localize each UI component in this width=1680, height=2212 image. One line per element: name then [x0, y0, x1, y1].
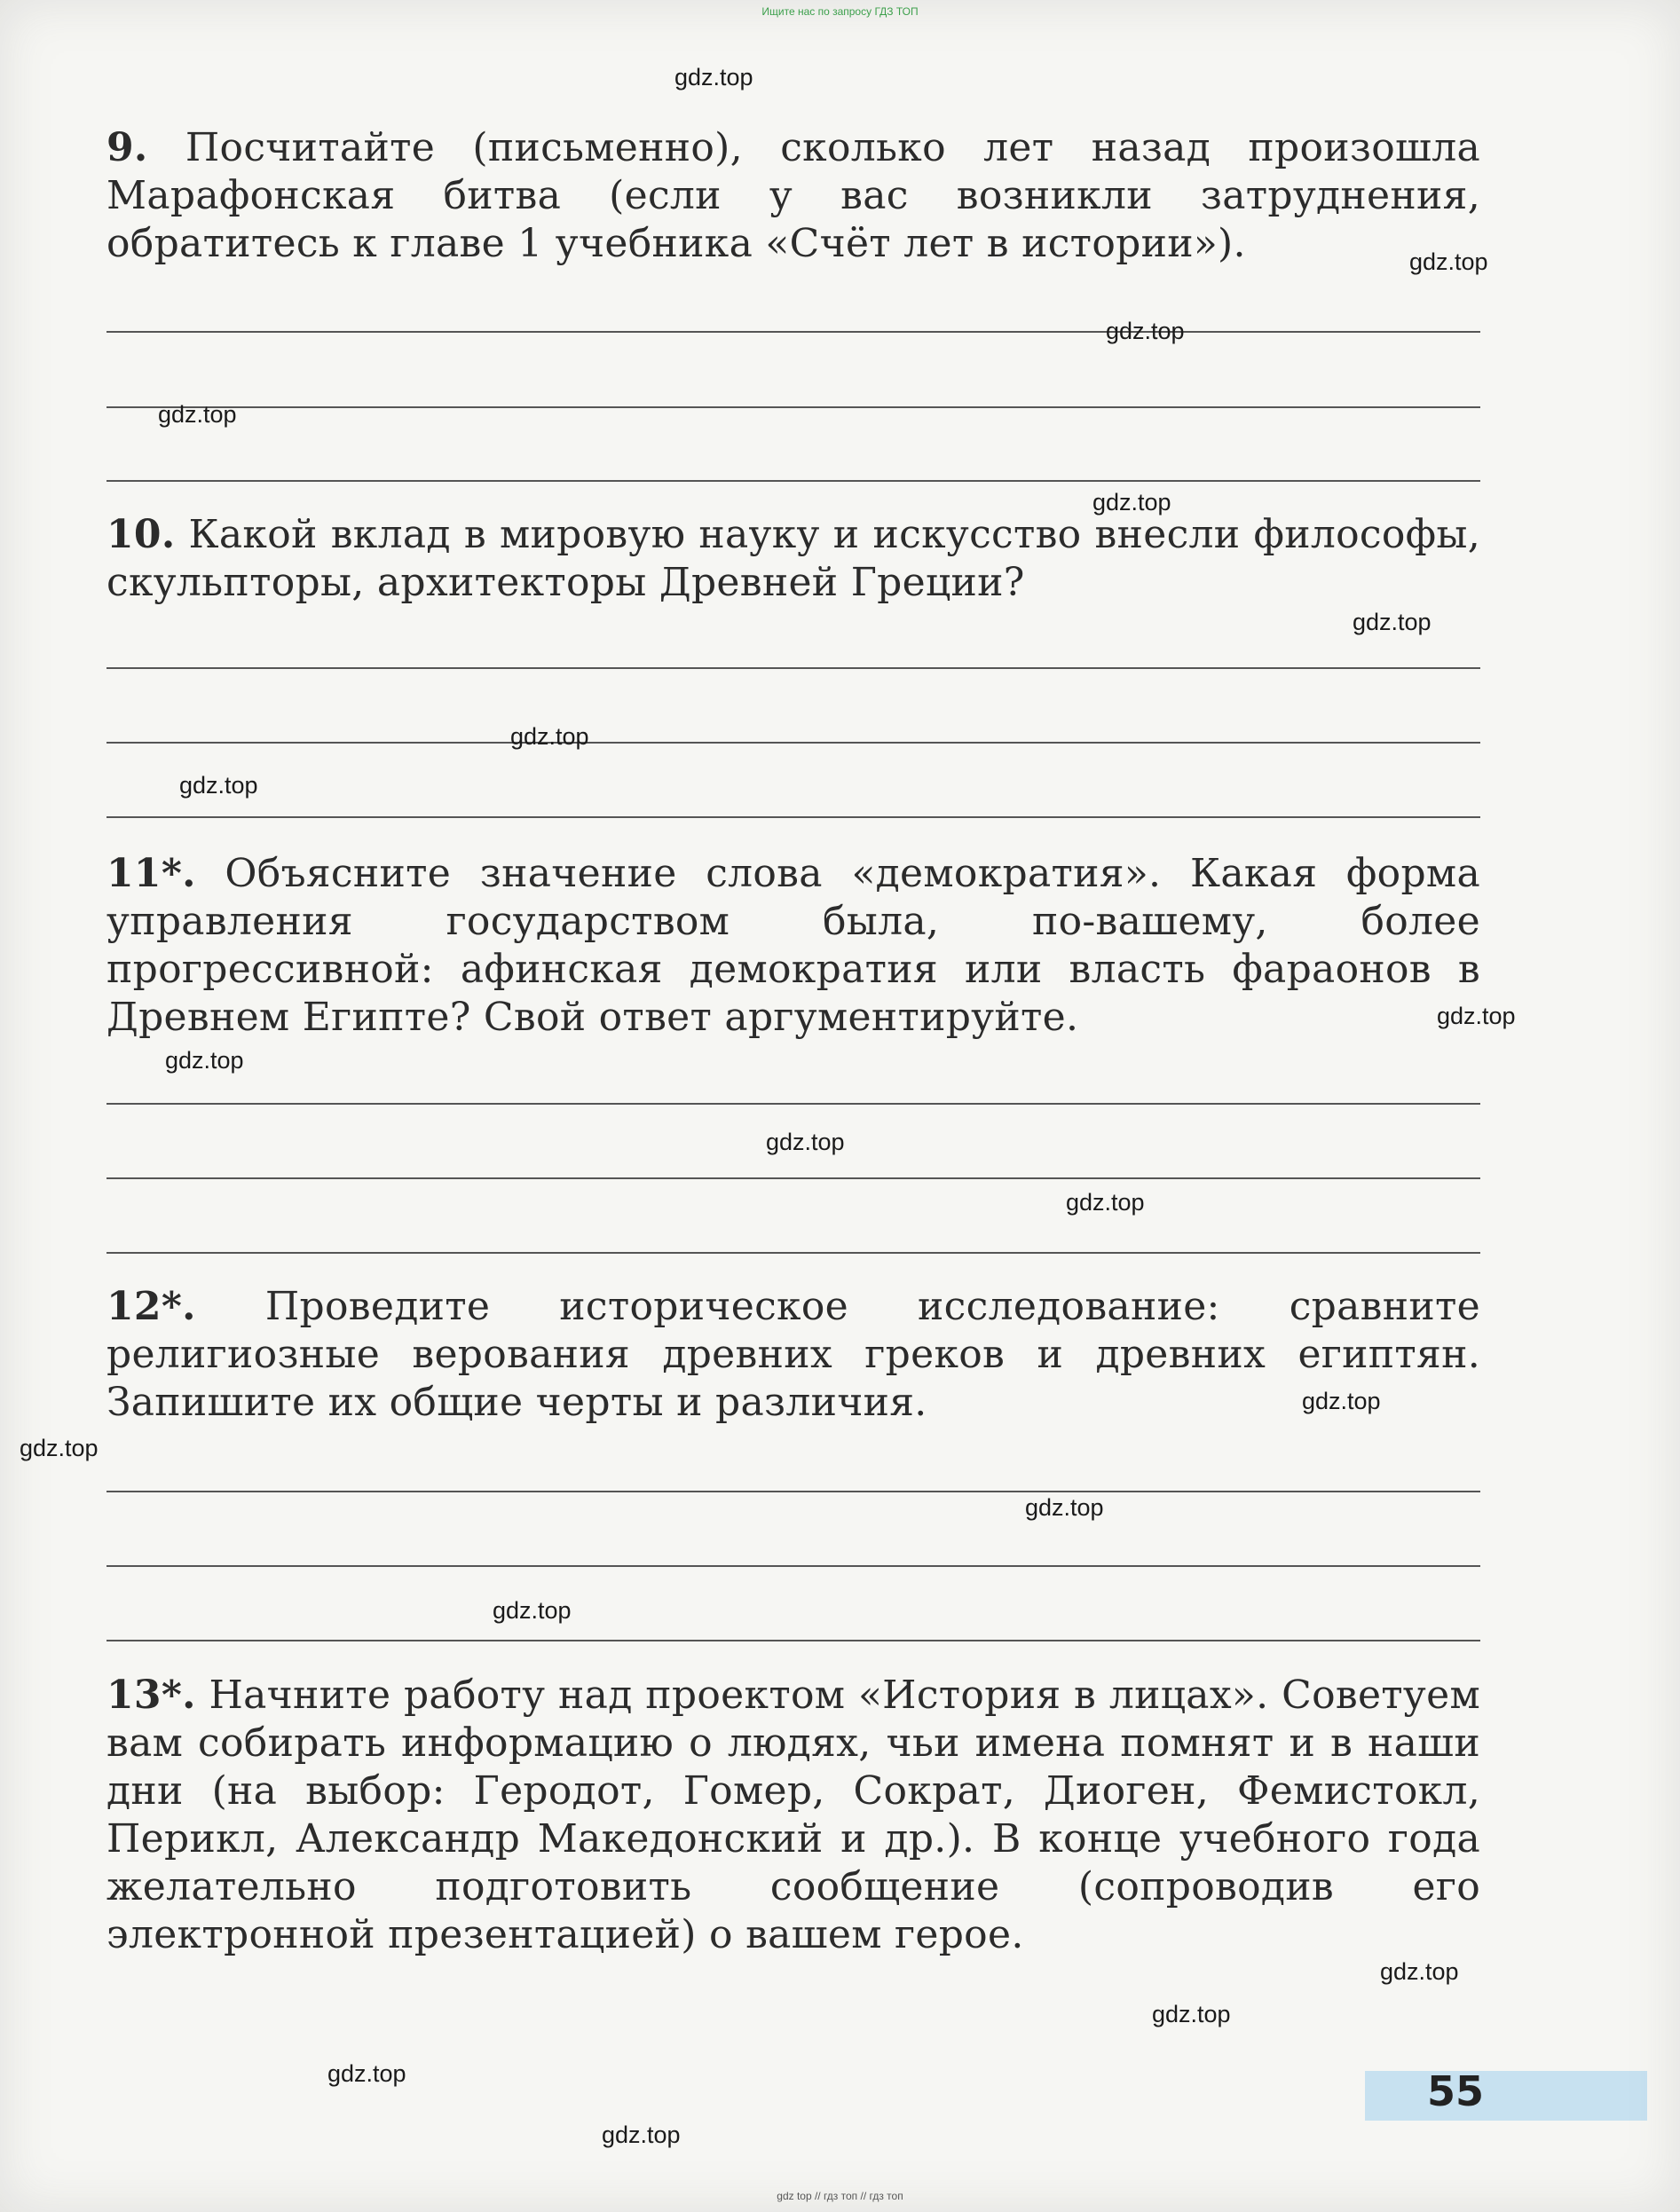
task-text: Посчитайте (письменно), сколько лет назад произошла Марафонская битва (если у вас возникли затруднения, обратитесь к главе 1 учебника «Счёт лет в истории»).	[106, 125, 1480, 266]
bottom-banner: gdz top // гдз топ // гдз топ	[777, 2190, 903, 2202]
task-10	[106, 511, 1480, 607]
watermark: gdz.top	[327, 2060, 406, 2087]
task-12	[106, 1283, 1480, 1427]
task-number: 11*.	[106, 851, 196, 896]
answer-line	[106, 1640, 1480, 1641]
page-number-band	[1365, 2071, 1647, 2121]
watermark: gdz.top	[1409, 248, 1488, 275]
watermark: gdz.top	[766, 1129, 845, 1155]
task-11	[106, 850, 1480, 1042]
watermark: gdz.top	[165, 1047, 244, 1074]
task-9	[106, 124, 1480, 268]
watermark: gdz.top	[1066, 1189, 1145, 1216]
answer-line	[106, 406, 1480, 408]
answer-line	[106, 1103, 1480, 1105]
watermark: gdz.top	[510, 723, 589, 750]
watermark: gdz.top	[20, 1435, 99, 1461]
answer-line	[106, 816, 1480, 818]
task-text: Начните работу над проектом «История в лицах». Советуем вам собирать информацию о людях, чьи имена помнят и в наши дни (на выбор: Геродот, Гомер, Сократ, Диоген, Фемистокл, Перикл, Александр Македонский и др.). В конце учебного года желательно подготовить сообщение (сопроводив его электронной презентацией) о вашем герое.	[106, 1673, 1480, 1957]
watermark: gdz.top	[1353, 609, 1432, 635]
task-number: 10.	[106, 512, 176, 557]
answer-line	[106, 742, 1480, 744]
answer-line	[106, 1177, 1480, 1179]
answer-line	[106, 1252, 1480, 1254]
task-number: 13*.	[106, 1673, 196, 1718]
answer-line	[106, 1491, 1480, 1492]
answer-line	[106, 331, 1480, 333]
task-text: Проведите историческое исследование: сравните религиозные верования древних греков и древних египтян. Запишите их общие черты и различия.	[106, 1284, 1480, 1425]
watermark: gdz.top	[1092, 489, 1171, 516]
answer-line	[106, 480, 1480, 482]
page-number: 55	[1426, 2067, 1484, 2115]
watermark: gdz.top	[1025, 1494, 1104, 1521]
watermark: gdz.top	[158, 401, 237, 428]
watermark: gdz.top	[1380, 1958, 1459, 1985]
watermark: gdz.top	[179, 772, 258, 799]
watermark: gdz.top	[1437, 1003, 1516, 1029]
answer-line	[106, 1565, 1480, 1567]
task-text: Какой вклад в мировую науку и искусство внесли философы, скульпторы, архитекторы Древней Греции?	[106, 512, 1480, 605]
watermark: gdz.top	[1152, 2001, 1231, 2027]
answer-line	[106, 667, 1480, 669]
top-banner: Ищите нас по запросу ГДЗ ТОП	[761, 5, 919, 18]
watermark: gdz.top	[674, 64, 753, 91]
watermark: gdz.top	[602, 2121, 681, 2148]
task-text: Объясните значение слова «демократия». Какая форма управления государством была, по-вашему, более прогрессивной: афинская демократия или власть фараонов в Древнем Египте? Свой ответ аргументируйте.	[106, 851, 1480, 1040]
watermark: gdz.top	[493, 1597, 572, 1624]
watermark: gdz.top	[1302, 1388, 1381, 1414]
task-number: 9.	[106, 125, 148, 170]
task-number: 12*.	[106, 1284, 196, 1329]
task-13	[106, 1672, 1480, 1959]
watermark: gdz.top	[1106, 318, 1185, 344]
